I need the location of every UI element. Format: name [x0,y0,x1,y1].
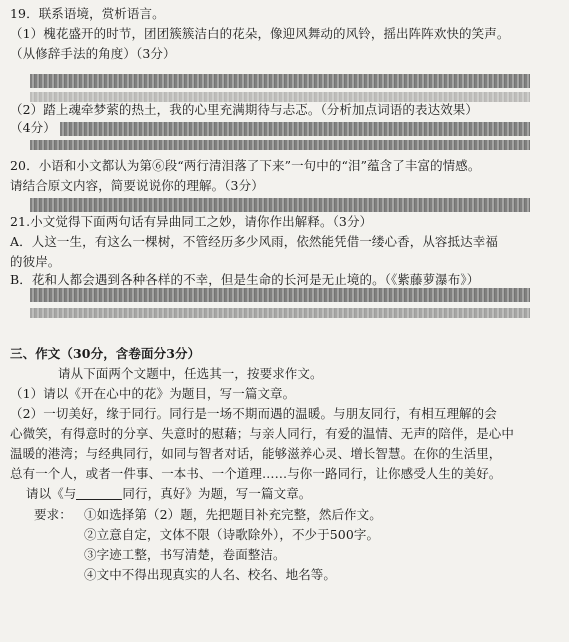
answer-line[interactable] [30,74,530,88]
essay-option-2-line3: 温暖的港湾；与经典同行，如同与智者对话，能够滋养心灵、增长智慧。在你的生活里， [10,446,502,461]
q21-option-a-line2: 的彼岸。 [10,254,61,269]
requirements-label: 要求： [34,507,72,522]
requirement-3: ③字迹工整，书写清楚，卷面整洁。 [84,547,286,562]
answer-line[interactable] [30,122,530,136]
q19-part1-line1: （1）槐花盛开的时节，团团簇簇洁白的花朵，像迎风舞动的风铃，摇出阵阵欢快的笑声。 [10,26,510,41]
q19-part1-line2: （从修辞手法的角度）（3分） [10,46,176,61]
essay-title-prefix: 请以《与 [26,486,77,501]
essay-intro: 请从下面两个文题中，任选其一，按要求作文。 [58,366,323,381]
essay-option-1: （1）请以《开在心中的花》为题目，写一篇文章。 [10,386,296,401]
essay-heading: 三、作文（30分，含卷面分3分） [10,346,201,361]
q19-part2-line1: （2）踏上魂牵梦萦的热土，我的心里充满期待与忐忑。（分析加点词语的表达效果） [10,102,479,117]
q20-line1: 20．小语和小文都认为第⑥段“两行清泪落了下来”一句中的“泪”蕴含了丰富的情感。 [10,158,481,173]
essay-title-suffix: 同行，真好》为题，写一篇文章。 [122,486,312,501]
q21-option-b-line1: B．花和人都会遇到各种各样的不幸，但是生命的长河是无止境的。（《紫藤萝瀑布》） [10,272,480,287]
requirement-1: ①如选择第（2）题，先把题目补充完整，然后作文。 [84,507,382,522]
answer-line[interactable] [30,308,530,318]
requirement-4: ④文中不得出现真实的人名、校名、地名等。 [84,567,337,582]
essay-option-2-line4: 总有一个人，或者一件事、一本书、一个道理……与你一路同行，让你感受人生的美好。 [10,466,502,481]
q19-part2-line2: （4分） [10,120,60,136]
essay-option-2-line1: （2）一切美好，缘于同行。同行是一场不期而遇的温暖。与朋友同行，有相互理解的会 [10,406,497,421]
q20-line2: 请结合原文内容，简要说说你的理解。（3分） [10,178,264,193]
essay-option-2-line5 [26,486,311,502]
q21-line1: 21.小文觉得下面两句话有异曲同工之妙，请你作出解释。（3分） [10,214,373,229]
q21-option-a-line1: A．人这一生，有这么一棵树，不管经历多少风雨，依然能凭借一缕心香，从容抵达幸福 [10,234,498,249]
answer-line[interactable] [30,140,530,150]
answer-line[interactable] [30,288,530,302]
essay-option-2-line2: 心微笑，有得意时的分享、失意时的慰藉；与亲人同行，有爱的温情、无声的陪伴，是心中 [10,426,515,441]
title-blank[interactable] [76,487,122,500]
answer-line[interactable] [30,198,530,212]
answer-line[interactable] [30,92,530,102]
requirement-2: ②立意自定，文体不限（诗歌除外），不少于500字。 [84,527,380,542]
q19-title: 19．联系语境，赏析语言。 [10,6,165,21]
